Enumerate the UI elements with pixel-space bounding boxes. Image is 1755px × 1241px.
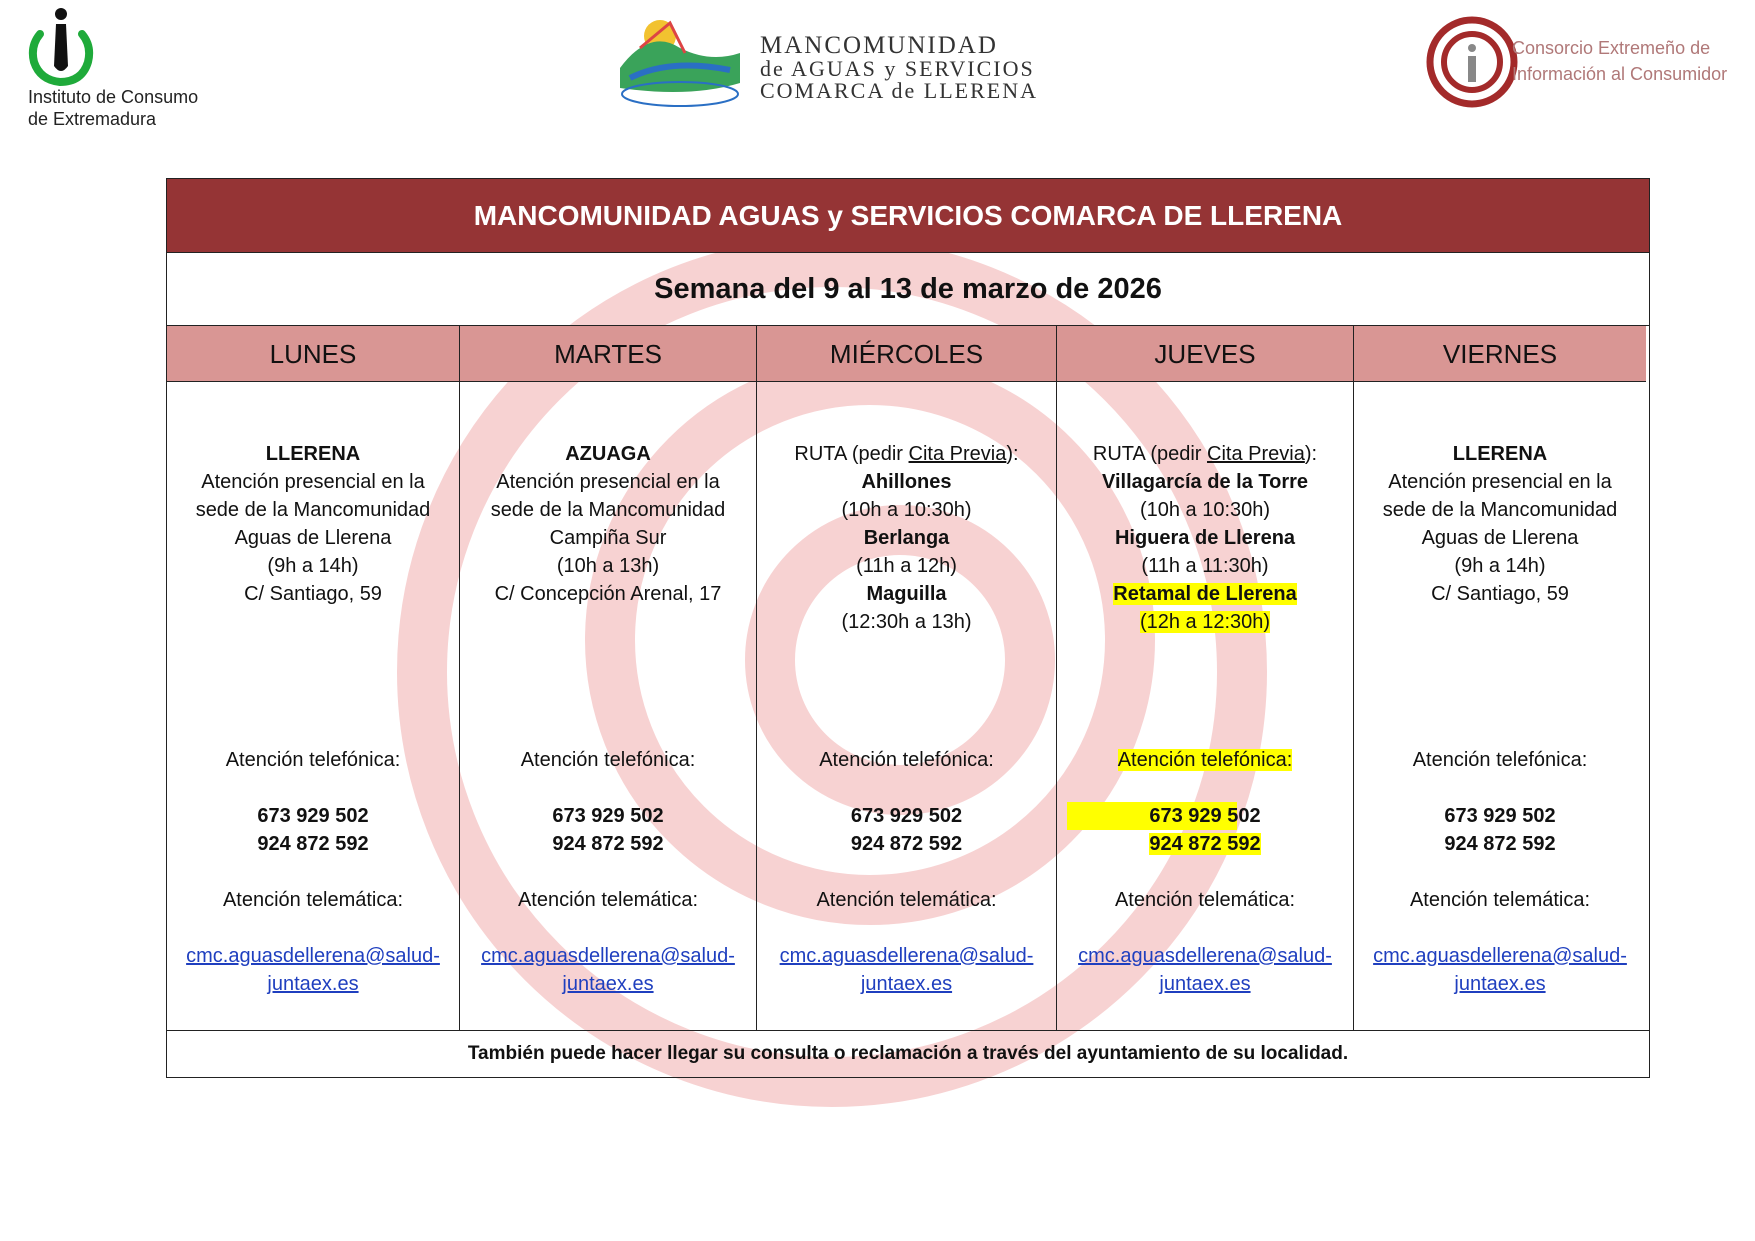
route-block [1057,440,1353,636]
schedule-title: MANCOMUNIDAD AGUAS y SERVICIOS COMARCA DE LLERENA [167,179,1649,253]
phone-number-2: 924 872 592 [552,833,664,855]
location-block [460,440,756,608]
location-town: AZUAGA [565,443,651,465]
day-body-jueves [1057,382,1353,1030]
location-line: Aguas de Llerena [234,527,392,549]
location-address: C/ Concepción Arenal, 17 [494,583,722,605]
contact-block [1057,746,1353,998]
email-line-1: cmc.aguasdellerena@salud- [1078,945,1332,967]
consorcio-i-icon [1425,14,1525,114]
day-column-miercoles [757,326,1057,1030]
location-line: Atención presencial en la [1388,471,1612,493]
phone-number-2: 924 872 592 [1149,833,1261,855]
route-stop-town: Higuera de Llerena [1114,527,1296,549]
day-column-martes [460,326,757,1030]
instituto-consumo-logo [26,6,226,136]
location-address: C/ Santiago, 59 [1431,583,1569,605]
email-line-2: juntaex.es [267,973,359,995]
location-line: sede de la Mancomunidad [1382,499,1618,521]
phone-number-1: 673 929 502 [850,805,963,827]
location-hours: (10h a 13h) [556,555,660,577]
route-stop-town-highlighted: Retamal de Llerena [1113,583,1297,605]
phone-number-2: 924 872 592 [257,833,369,855]
day-header-lunes: LUNES [167,326,459,382]
route-stop-time: (10h a 10:30h) [1139,499,1271,521]
route-stop-time: (12:30h a 13h) [841,611,972,633]
phone-label: Atención telefónica: [819,749,994,771]
day-body-lunes [167,382,459,1030]
phone-label-highlighted: Atención telefónica: [1117,749,1293,771]
phone-number-1: 673 929 502 [1444,805,1556,827]
email-line-1: cmc.aguasdellerena@salud- [186,945,440,967]
route-stop-time: (11h a 11:30h) [1141,555,1269,577]
day-column-lunes [167,326,460,1030]
phone-number-2: 924 872 592 [850,833,963,855]
mancomunidad-text-line1: MANCOMUNIDAD [760,32,998,59]
location-block [1354,440,1646,608]
route-stop-town: Maguilla [866,583,947,605]
online-label: Atención telemática: [517,889,699,911]
mancomunidad-text-line3: COMARCA de LLERENA [760,78,1038,103]
days-row [167,326,1649,1030]
email-line-1: cmc.aguasdellerena@salud- [779,945,1034,967]
email-line-1: cmc.aguasdellerena@salud- [481,945,735,967]
location-line: sede de la Mancomunidad [490,499,726,521]
route-heading: RUTA (pedir Cita Previa): [794,443,1019,465]
contact-block [460,746,756,998]
day-header-martes: MARTES [460,326,756,382]
phone-number-2: 924 872 592 [1444,833,1556,855]
phone-number-1: 673 929 502 [1149,805,1261,827]
phone-label: Atención telefónica: [225,749,401,771]
email-link[interactable] [1057,942,1353,998]
location-line: Campiña Sur [549,527,667,549]
consorcio-text-line1: Consorcio Extremeño de [1512,38,1711,58]
contact-block [1354,746,1646,998]
email-link[interactable] [167,942,459,998]
location-hours: (9h a 14h) [267,555,359,577]
route-stop-time-highlighted: (12h a 12:30h) [1139,611,1271,633]
email-line-1: cmc.aguasdellerena@salud- [1373,945,1627,967]
consorcio-text-line2: Información al Consumidor [1512,64,1728,84]
cita-previa-link[interactable]: Cita Previa [908,443,1007,465]
schedule-table [166,178,1650,1078]
route-block [757,440,1056,636]
day-header-jueves: JUEVES [1057,326,1353,382]
phone-number-1: 673 929 502 [257,805,369,827]
email-line-2: juntaex.es [1159,973,1251,995]
cita-previa-link[interactable]: Cita Previa [1207,443,1305,465]
contact-block [167,746,459,998]
day-column-jueves [1057,326,1354,1030]
location-town: LLERENA [1452,443,1548,465]
route-stop-town: Villagarcía de la Torre [1101,471,1309,493]
email-link[interactable] [1354,942,1646,998]
day-body-miercoles [757,382,1056,1030]
day-body-viernes [1354,382,1646,1030]
route-stop-time: (11h a 12h) [856,555,957,577]
location-hours: (9h a 14h) [1454,555,1546,577]
online-label: Atención telemática: [1409,889,1591,911]
day-body-martes [460,382,756,1030]
footer-note: También puede hacer llegar su consulta o reclamación a través del ayuntamiento de su localidad. [167,1030,1649,1077]
online-label: Atención telemática: [1114,889,1296,911]
day-header-miercoles: MIÉRCOLES [757,326,1056,382]
contact-block [757,746,1056,998]
email-line-2: juntaex.es [860,973,953,995]
week-heading: Semana del 9 al 13 de marzo de 2026 [167,253,1649,326]
phone-label: Atención telefónica: [520,749,696,771]
instituto-text-line1: Instituto de Consumo [28,87,199,107]
email-line-2: juntaex.es [562,973,654,995]
instituto-text-line2: de Extremadura [28,109,157,129]
mancomunidad-emblem-icon [610,8,750,113]
email-link[interactable] [757,942,1056,998]
route-stop-town: Berlanga [863,527,950,549]
phone-label: Atención telefónica: [1412,749,1588,771]
consorcio-logo [1425,14,1745,114]
route-stop-town: Ahillones [861,471,952,493]
day-header-viernes: VIERNES [1354,326,1646,382]
route-heading: RUTA (pedir Cita Previa): [1092,443,1318,465]
online-label: Atención telemática: [816,889,997,911]
mancomunidad-logo [610,8,1040,118]
location-line: Atención presencial en la [496,471,720,493]
phone-number-1: 673 929 502 [552,805,664,827]
location-address: C/ Santiago, 59 [244,583,382,605]
instituto-logo-icon [26,6,96,86]
online-label: Atención telemática: [222,889,404,911]
route-stop-time: (10h a 10:30h) [841,499,972,521]
email-line-2: juntaex.es [1454,973,1546,995]
location-line: sede de la Mancomunidad [195,499,431,521]
location-block [167,440,459,608]
day-column-viernes [1354,326,1646,1030]
location-line: Aguas de Llerena [1421,527,1579,549]
mancomunidad-text-line2: de AGUAS y SERVICIOS [760,56,1035,81]
location-line: Atención presencial en la [201,471,425,493]
email-link[interactable] [460,942,756,998]
location-town: LLERENA [265,443,361,465]
